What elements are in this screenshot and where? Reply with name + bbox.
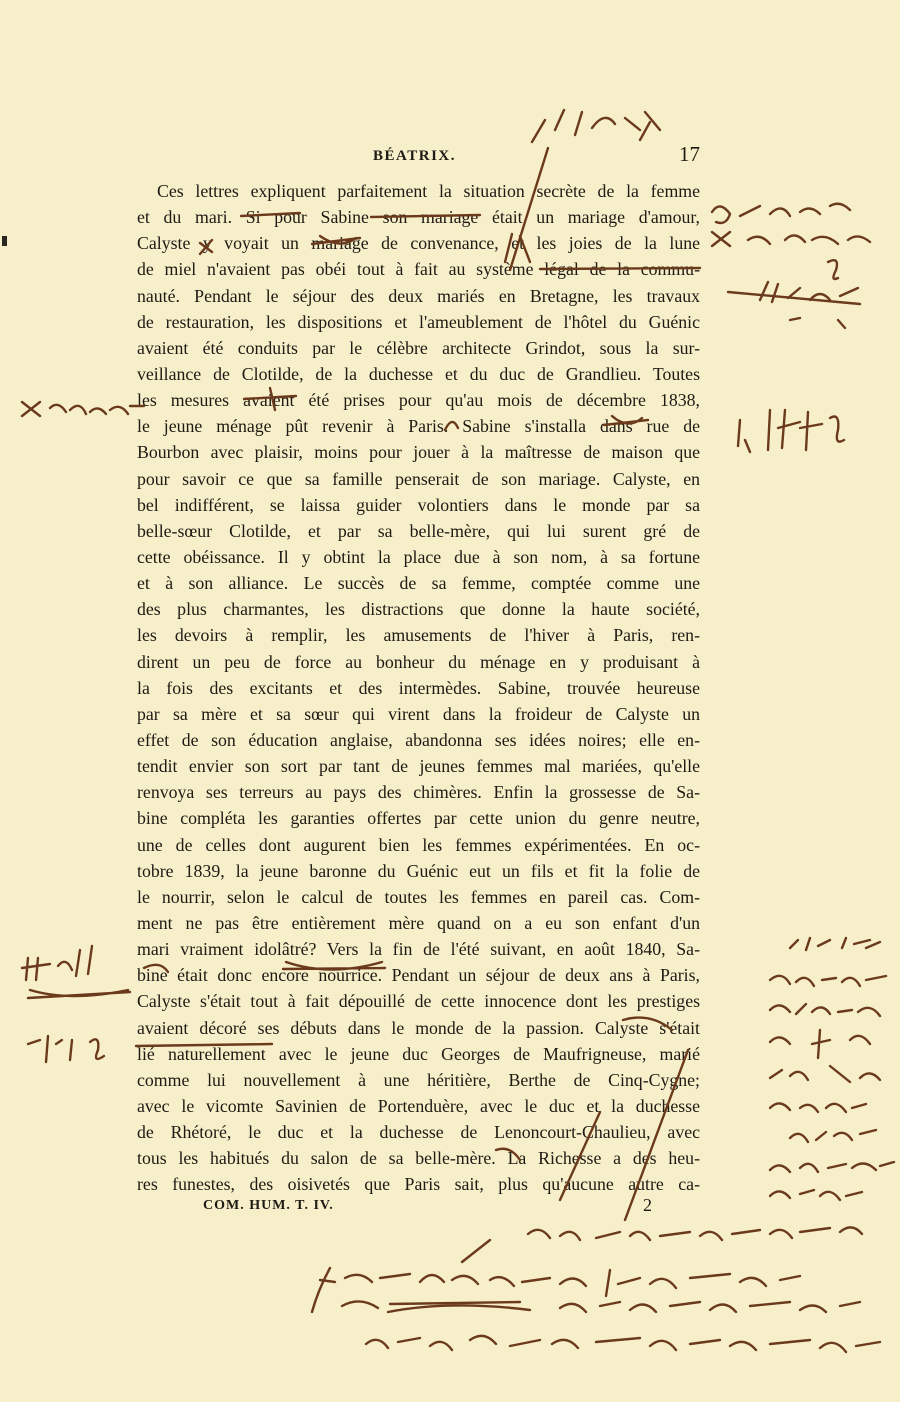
- text-line: une de celles dont augurent bien les femmes expérimentées. En oc-: [137, 834, 700, 855]
- text-line: tendit envier son sort par tant de jeunes femmes mal mariées, qu'elle: [137, 756, 700, 777]
- text-line: et à son alliance. Le succès de sa femme, comptée comme une: [137, 573, 700, 594]
- text-line: tobre 1839, la jeune baronne du Guénic eut un fils et fit la folie de: [137, 860, 700, 881]
- text-line: de restauration, les dispositions et l'ameublement de l'hôtel du Guénic: [137, 311, 700, 332]
- text-line: tous les habitués du salon de sa belle-mère. La Richesse a des heu-: [137, 1148, 700, 1169]
- margin-note-right-mid: [738, 410, 844, 452]
- text-line: pour savoir ce que sa famille penserait de son mariage. Calyste, en: [137, 468, 700, 489]
- margin-note-left-ajout: [22, 402, 144, 416]
- text-line: effet de son éducation anglaise, abandonna ses idées noires; elle en-: [137, 729, 700, 750]
- text-line: res funestes, des oisivetés que Paris sait, plus qu'aucune autre ca-: [137, 1174, 700, 1195]
- signature-line: [137, 1195, 700, 1222]
- text-line: cette obéissance. Il y obtint la place due à son nom, à sa fortune: [137, 546, 700, 567]
- text-line: ment ne pas être entièrement mère quand on a eu son enfant d'un: [137, 912, 700, 933]
- page-number: 17: [679, 142, 700, 166]
- text-line: veillance de Clotilde, de la duchesse et du duc de Grandlieu. Toutes: [137, 363, 700, 384]
- text-line: bine était donc encore nourrice. Pendant un séjour de deux ans à Paris,: [137, 965, 700, 986]
- text-line: les devoirs à remplir, les amusements de l'hiver à Paris, ren-: [137, 625, 700, 646]
- text-line: avec le vicomte Savinien de Portenduère, avec le duc et la duchesse: [137, 1095, 700, 1116]
- text-line: bine compléta les garanties offertes par cette union du genre neutre,: [137, 808, 700, 829]
- text-line: le jeune ménage pût revenir à Paris. Sabine s'installa dans rue de: [137, 416, 700, 437]
- text-line: bel indifférent, se laissa guider volontiers dans le monde par sa: [137, 494, 700, 515]
- text-line: et du mari. Si pour Sabine son mariage était un mariage d'amour,: [137, 207, 700, 228]
- running-head-title: BÉATRIX.: [373, 148, 456, 164]
- text-line: nauté. Pendant le séjour des deux mariés en Bretagne, les travaux: [137, 285, 700, 306]
- text-line: Calyste s'était tout à fait dépouillé de cette innocence dont les prestiges: [137, 991, 700, 1012]
- text-line: Bourbon avec plaisir, moins pour jouer à la maîtresse de maison que: [137, 442, 700, 463]
- margin-note-left-bottom: [22, 946, 130, 1062]
- text-line: les mesures avaient été prises pour qu'au mois de décembre 1838,: [137, 390, 700, 411]
- text-line: le nourrir, selon le calcul de toutes les femmes en pareil cas. Com-: [137, 886, 700, 907]
- margin-note-bottom: [312, 1227, 880, 1352]
- text-line: lié naturellement avec le jeune duc Georges de Maufrigneuse, marié: [137, 1043, 700, 1064]
- text-line: mari vraiment idolâtré? Vers la fin de l'été suivant, en août 1840, Sa-: [137, 939, 700, 960]
- text-line: Calyste y voyait un mariage de convenance, et les joies de la lune: [137, 233, 700, 254]
- text-line: renvoya ses terreurs au pays des chimères. Enfin la grossesse de Sa-: [137, 782, 700, 803]
- margin-note-top-right: [712, 204, 870, 328]
- text-line: des plus charmantes, les distractions que donne la haute société,: [137, 599, 700, 620]
- text-line: par sa mère et sa sœur qui virent dans la froideur de Calyste un: [137, 703, 700, 724]
- text-line: belle-sœur Clotilde, et par sa belle-mère, qui lui surent gré de: [137, 520, 700, 541]
- text-line: dirent un peu de force au bonheur du ménage en y produisant à: [137, 651, 700, 672]
- text-line: de Rhétoré, le duc et la duchesse de Lenoncourt-Chaulieu, avec: [137, 1122, 700, 1143]
- text-line: comme lui nouvellement à une héritière, Berthe de Cinq-Cygne;: [137, 1069, 700, 1090]
- text-line: avaient décoré ses débuts dans le monde de la passion. Calyste s'était: [137, 1017, 700, 1038]
- text-line: de miel n'avaient pas obéi tout à fait au système légal de la commu-: [137, 259, 700, 280]
- signature-number: 2: [643, 1195, 652, 1215]
- signature-mark: COM. HUM. T. IV.: [203, 1198, 334, 1213]
- binding-edge-mark: [2, 236, 7, 246]
- running-head: [137, 142, 700, 172]
- margin-note-right-bottom: [770, 938, 894, 1200]
- text-line: la fois des excitants et des intermèdes. Sabine, trouvée heureuse: [137, 677, 700, 698]
- text-line: Ces lettres expliquent parfaitement la situation secrète de la femme: [157, 181, 700, 201]
- text-line: avaient été conduits par le célèbre architecte Grindot, sous la sur-: [137, 337, 700, 358]
